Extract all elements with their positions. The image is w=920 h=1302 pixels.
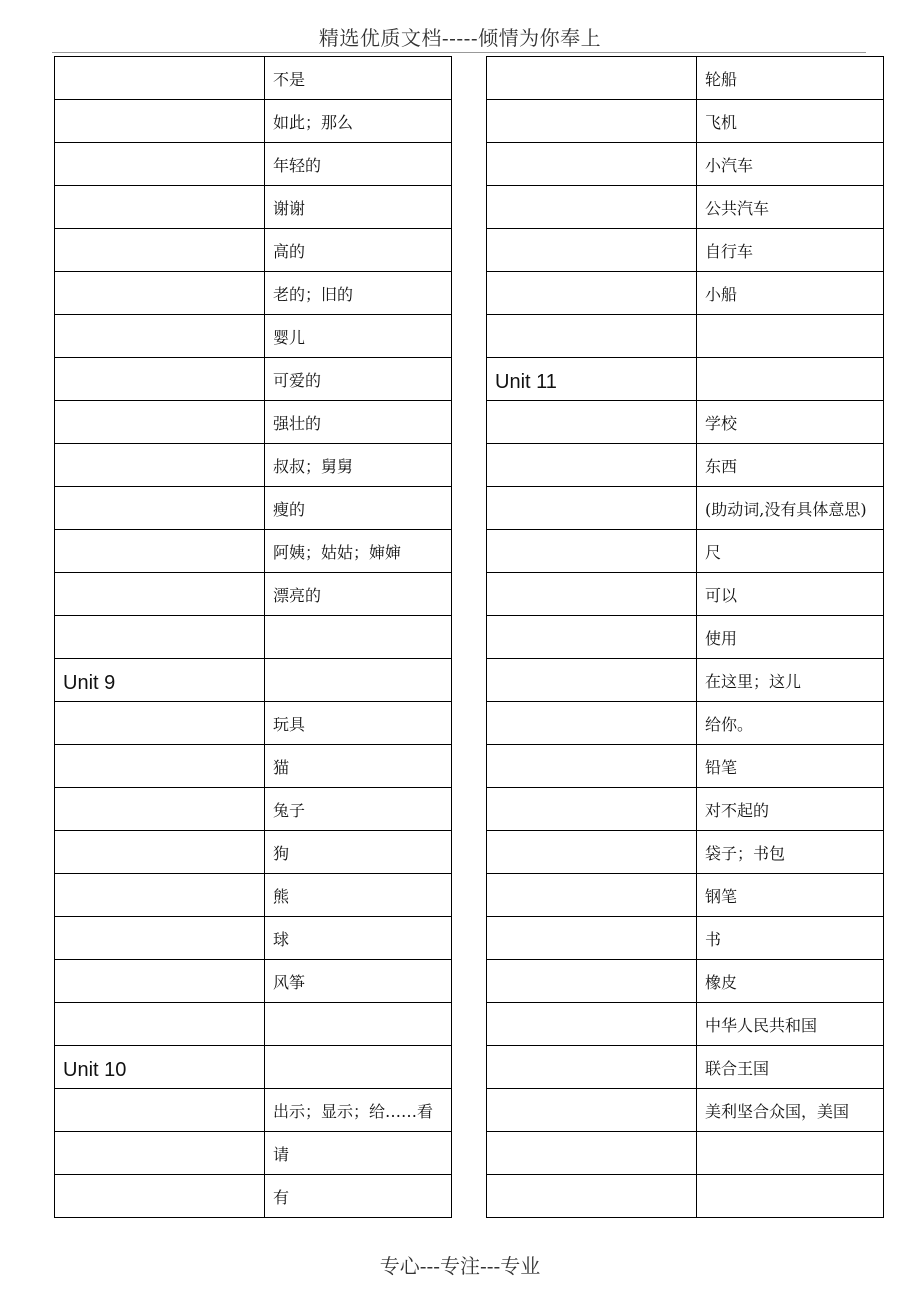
- table-row: [487, 702, 884, 745]
- table-row: [487, 143, 884, 186]
- english-word-cell: [487, 917, 697, 960]
- english-word-cell: [487, 229, 697, 272]
- english-word-cell: [487, 573, 697, 616]
- chinese-meaning-cell: 中华人民共和国: [697, 1003, 884, 1046]
- english-word-cell: [487, 702, 697, 745]
- unit-heading-cell: Unit 9: [55, 659, 265, 702]
- chinese-meaning-cell: 美利坚合众国，美国: [697, 1089, 884, 1132]
- english-word-cell: [55, 573, 265, 616]
- table-row: [55, 229, 452, 272]
- english-word-cell: [55, 1132, 265, 1175]
- chinese-meaning-cell: 兔子: [265, 788, 452, 831]
- english-word-cell: [55, 702, 265, 745]
- table-row: [55, 1046, 452, 1089]
- english-word-cell: [55, 616, 265, 659]
- english-word-cell: [55, 100, 265, 143]
- table-row: [487, 100, 884, 143]
- chinese-meaning-cell: 狗: [265, 831, 452, 874]
- page-header: 精选优质文档-----倾情为你奉上: [318, 26, 602, 50]
- chinese-meaning-cell: 球: [265, 917, 452, 960]
- english-word-cell: [55, 186, 265, 229]
- chinese-meaning-cell: 强壮的: [265, 401, 452, 444]
- table-row: [487, 487, 884, 530]
- chinese-meaning-cell: 对不起的: [697, 788, 884, 831]
- english-word-cell: [487, 444, 697, 487]
- english-word-cell: [55, 272, 265, 315]
- table-row: [487, 57, 884, 100]
- unit-heading-cell: Unit 11: [487, 358, 697, 401]
- chinese-meaning-cell: 有: [265, 1175, 452, 1218]
- table-row: [487, 1175, 884, 1218]
- chinese-meaning-cell: 婴儿: [265, 315, 452, 358]
- chinese-meaning-cell: 自行车: [697, 229, 884, 272]
- chinese-meaning-cell: 高的: [265, 229, 452, 272]
- table-row: [55, 444, 452, 487]
- english-word-cell: [55, 1089, 265, 1132]
- english-word-cell: [55, 745, 265, 788]
- chinese-meaning-cell: 如此；那么: [265, 100, 452, 143]
- table-row: [487, 917, 884, 960]
- chinese-meaning-cell: 钢笔: [697, 874, 884, 917]
- english-word-cell: [55, 1003, 265, 1046]
- chinese-meaning-cell: 轮船: [697, 57, 884, 100]
- table-row: [55, 358, 452, 401]
- chinese-meaning-cell: 熊: [265, 874, 452, 917]
- table-row: [55, 1175, 452, 1218]
- chinese-meaning-cell: [697, 358, 884, 401]
- english-word-cell: [55, 143, 265, 186]
- table-row: [55, 100, 452, 143]
- table-row: [487, 745, 884, 788]
- english-word-cell: [487, 874, 697, 917]
- table-row: [487, 1132, 884, 1175]
- english-word-cell: [55, 487, 265, 530]
- english-word-cell: [487, 745, 697, 788]
- table-row: [487, 444, 884, 487]
- english-word-cell: [487, 831, 697, 874]
- chinese-meaning-cell: 橡皮: [697, 960, 884, 1003]
- chinese-meaning-cell: 小船: [697, 272, 884, 315]
- chinese-meaning-cell: [265, 616, 452, 659]
- english-word-cell: [487, 1046, 697, 1089]
- english-word-cell: [55, 530, 265, 573]
- chinese-meaning-cell: 风筝: [265, 960, 452, 1003]
- chinese-meaning-cell: 飞机: [697, 100, 884, 143]
- table-row: [487, 229, 884, 272]
- table-row: [55, 917, 452, 960]
- chinese-meaning-cell: 书: [697, 917, 884, 960]
- chinese-meaning-cell: [697, 1175, 884, 1218]
- english-word-cell: [487, 1175, 697, 1218]
- english-word-cell: [55, 831, 265, 874]
- chinese-meaning-cell: [265, 1046, 452, 1089]
- chinese-meaning-cell: 猫: [265, 745, 452, 788]
- table-row: [487, 358, 884, 401]
- table-row: [55, 573, 452, 616]
- table-row: [487, 1003, 884, 1046]
- chinese-meaning-cell: (助动词,没有具体意思): [697, 487, 884, 530]
- english-word-cell: [487, 100, 697, 143]
- chinese-meaning-cell: [697, 315, 884, 358]
- chinese-meaning-cell: 出示；显示；给……看: [265, 1089, 452, 1132]
- table-row: [487, 659, 884, 702]
- table-row: [487, 401, 884, 444]
- header-divider: [52, 52, 866, 53]
- english-word-cell: [487, 57, 697, 100]
- chinese-meaning-cell: [265, 659, 452, 702]
- english-word-cell: [487, 1089, 697, 1132]
- chinese-meaning-cell: 袋子；书包: [697, 831, 884, 874]
- table-row: [55, 1003, 452, 1046]
- english-word-cell: [55, 874, 265, 917]
- english-word-cell: [55, 315, 265, 358]
- english-word-cell: [487, 401, 697, 444]
- english-word-cell: [55, 788, 265, 831]
- table-row: [55, 831, 452, 874]
- english-word-cell: [487, 1003, 697, 1046]
- table-row: [487, 960, 884, 1003]
- chinese-meaning-cell: 漂亮的: [265, 573, 452, 616]
- table-row: [55, 143, 452, 186]
- chinese-meaning-cell: 请: [265, 1132, 452, 1175]
- english-word-cell: [487, 186, 697, 229]
- page-footer: 专心---专注---专业: [379, 1254, 541, 1278]
- table-row: [487, 573, 884, 616]
- chinese-meaning-cell: [697, 1132, 884, 1175]
- chinese-meaning-cell: 在这里；这儿: [697, 659, 884, 702]
- chinese-meaning-cell: 老的；旧的: [265, 272, 452, 315]
- table-row: [55, 57, 452, 100]
- table-row: [55, 874, 452, 917]
- english-word-cell: [55, 917, 265, 960]
- table-row: [55, 186, 452, 229]
- english-word-cell: [55, 229, 265, 272]
- english-word-cell: [55, 1175, 265, 1218]
- table-row: [55, 659, 452, 702]
- table-row: [55, 1132, 452, 1175]
- table-row: [487, 1089, 884, 1132]
- table-row: [487, 831, 884, 874]
- english-word-cell: [487, 616, 697, 659]
- table-row: [55, 616, 452, 659]
- table-row: [487, 315, 884, 358]
- table-row: [487, 874, 884, 917]
- english-word-cell: [55, 401, 265, 444]
- table-row: [55, 401, 452, 444]
- table-row: [55, 745, 452, 788]
- chinese-meaning-cell: 尺: [697, 530, 884, 573]
- table-row: [55, 272, 452, 315]
- vocab-table-right: [486, 56, 884, 1218]
- english-word-cell: [487, 315, 697, 358]
- table-row: [55, 960, 452, 1003]
- chinese-meaning-cell: 可以: [697, 573, 884, 616]
- chinese-meaning-cell: 不是: [265, 57, 452, 100]
- table-row: [487, 788, 884, 831]
- english-word-cell: [55, 444, 265, 487]
- english-word-cell: [487, 487, 697, 530]
- english-word-cell: [487, 1132, 697, 1175]
- chinese-meaning-cell: 瘦的: [265, 487, 452, 530]
- english-word-cell: [487, 530, 697, 573]
- english-word-cell: [55, 358, 265, 401]
- english-word-cell: [487, 659, 697, 702]
- english-word-cell: [487, 960, 697, 1003]
- chinese-meaning-cell: 东西: [697, 444, 884, 487]
- english-word-cell: [487, 143, 697, 186]
- table-row: [487, 616, 884, 659]
- chinese-meaning-cell: 小汽车: [697, 143, 884, 186]
- english-word-cell: [487, 788, 697, 831]
- table-row: [487, 272, 884, 315]
- chinese-meaning-cell: 可爱的: [265, 358, 452, 401]
- english-word-cell: [487, 272, 697, 315]
- chinese-meaning-cell: 阿姨；姑姑；婶婶: [265, 530, 452, 573]
- chinese-meaning-cell: 叔叔；舅舅: [265, 444, 452, 487]
- table-row: [55, 315, 452, 358]
- chinese-meaning-cell: [265, 1003, 452, 1046]
- table-row: [55, 530, 452, 573]
- table-row: [55, 788, 452, 831]
- chinese-meaning-cell: 学校: [697, 401, 884, 444]
- chinese-meaning-cell: 使用: [697, 616, 884, 659]
- chinese-meaning-cell: 谢谢: [265, 186, 452, 229]
- table-row: [487, 186, 884, 229]
- chinese-meaning-cell: 铅笔: [697, 745, 884, 788]
- unit-heading-cell: Unit 10: [55, 1046, 265, 1089]
- chinese-meaning-cell: 联合王国: [697, 1046, 884, 1089]
- chinese-meaning-cell: 公共汽车: [697, 186, 884, 229]
- english-word-cell: [55, 960, 265, 1003]
- table-row: [487, 1046, 884, 1089]
- chinese-meaning-cell: 给你。: [697, 702, 884, 745]
- english-word-cell: [55, 57, 265, 100]
- table-row: [55, 702, 452, 745]
- chinese-meaning-cell: 玩具: [265, 702, 452, 745]
- table-row: [55, 487, 452, 530]
- vocab-table-left: [54, 56, 452, 1218]
- table-row: [487, 530, 884, 573]
- chinese-meaning-cell: 年轻的: [265, 143, 452, 186]
- table-row: [55, 1089, 452, 1132]
